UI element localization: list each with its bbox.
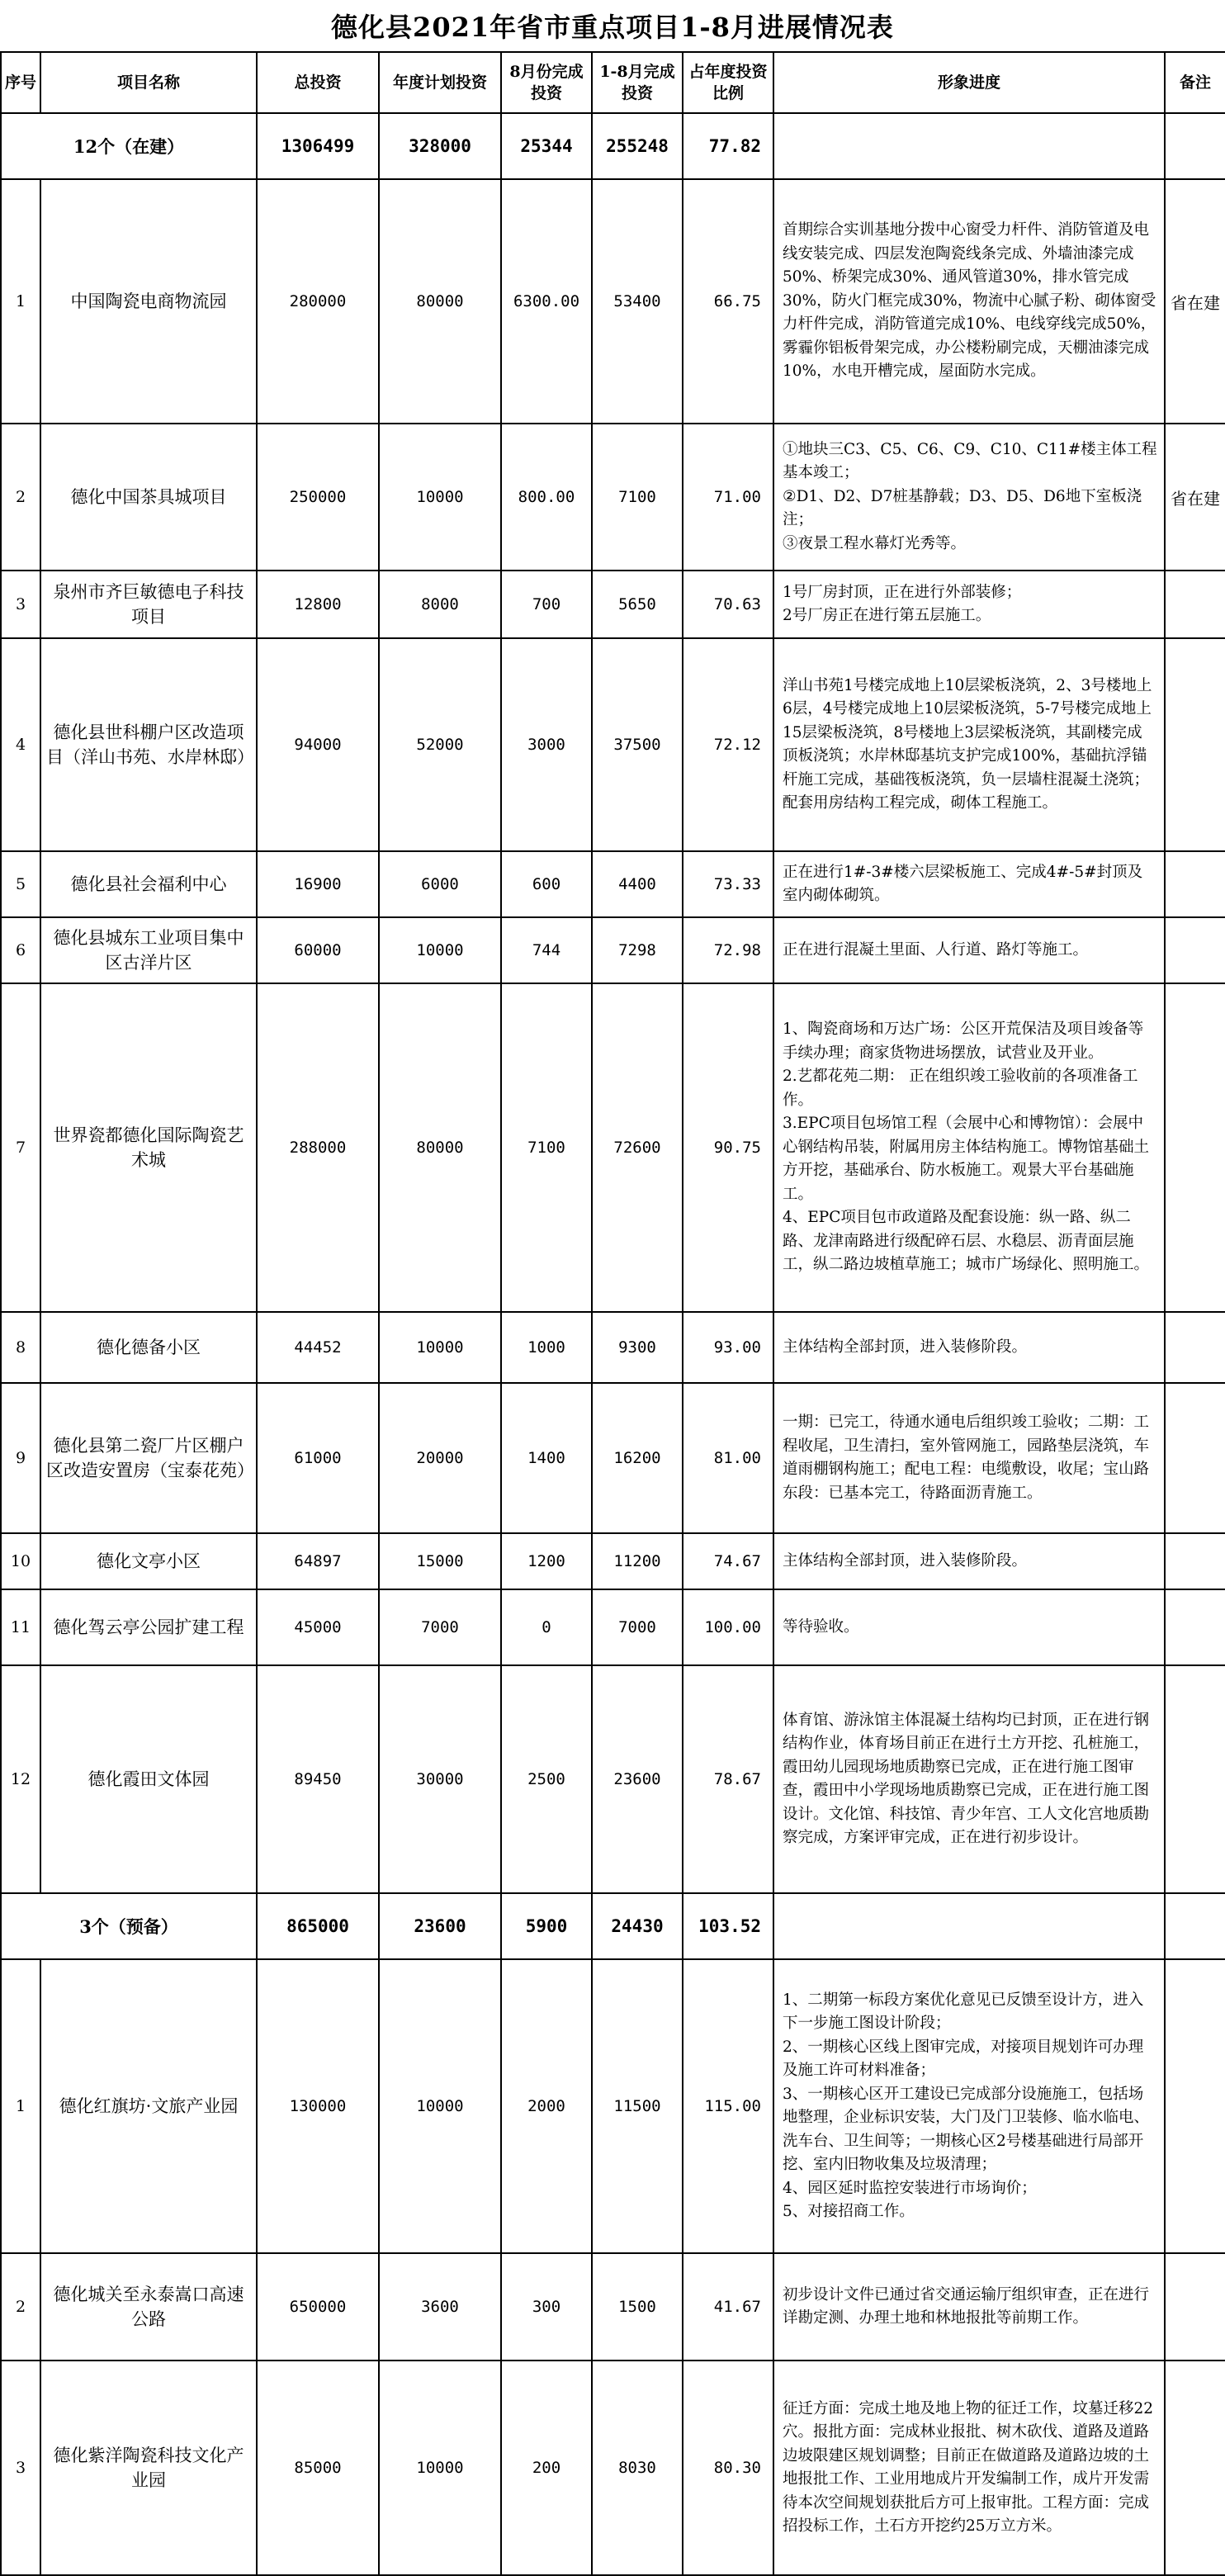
aug-investment: 300 (501, 2253, 592, 2361)
ytd-investment: 7000 (592, 1589, 683, 1665)
aug-investment: 2000 (501, 1959, 592, 2253)
project-name: 中国陶瓷电商物流园 (40, 179, 257, 424)
group-label: 12个（在建） (1, 113, 257, 179)
header-ytd: 1-8月完成投资 (592, 52, 683, 113)
progress-text: 等待验收。 (773, 1589, 1165, 1665)
row-seq: 2 (1, 2253, 40, 2361)
table-body (1, 113, 1225, 2575)
header-seq: 序号 (1, 52, 40, 113)
ytd-investment: 72600 (592, 983, 683, 1312)
ytd-investment: 9300 (592, 1312, 683, 1383)
ytd-investment: 16200 (592, 1383, 683, 1533)
progress-text: 主体结构全部封顶，进入装修阶段。 (773, 1533, 1165, 1589)
aug-investment: 2500 (501, 1665, 592, 1893)
annual-plan: 7000 (379, 1589, 501, 1665)
total-investment: 60000 (257, 917, 379, 983)
empty-cell (1165, 113, 1225, 179)
progress-text: 首期综合实训基地分拨中心窗受力杆件、消防管道及电线安装完成、四层发泡陶瓷线条完成、外墙油漆完成50%、桥架完成30%、通风管道30%，排水管完成30%，防火门框完成30%，物流中心腻子粉、砌体窗受力杆件完成，消防管道完成10%、电线穿线完成50%，雾霾你铝板骨架完成，办公楼粉刷完成，天棚油漆完成10%，水电开槽完成，屋面防水完成。 (773, 179, 1165, 424)
annual-ratio: 78.67 (683, 1665, 773, 1893)
table-row (1, 571, 1225, 638)
total-investment: 89450 (257, 1665, 379, 1893)
total-investment: 85000 (257, 2361, 379, 2575)
progress-text: 一期：已完工，待通水通电后组织竣工验收；二期：工程收尾，卫生清扫，室外管网施工，园路垫层浇筑，车道雨棚钢构施工；配电工程：电缆敷设，收尾；宝山路东段：已基本完工，待路面沥青施工。 (773, 1383, 1165, 1533)
row-seq: 6 (1, 917, 40, 983)
table-row (1, 983, 1225, 1312)
annual-plan: 10000 (379, 917, 501, 983)
total-investment: 61000 (257, 1383, 379, 1533)
remark (1165, 2253, 1225, 2361)
group-aug: 5900 (501, 1893, 592, 1959)
group-summary-row (1, 113, 1225, 179)
annual-ratio: 74.67 (683, 1533, 773, 1589)
header-total: 总投资 (257, 52, 379, 113)
remark (1165, 1589, 1225, 1665)
project-name: 德化文亭小区 (40, 1533, 257, 1589)
annual-plan: 10000 (379, 2361, 501, 2575)
annual-ratio: 71.00 (683, 424, 773, 571)
project-name: 德化紫洋陶瓷科技文化产业园 (40, 2361, 257, 2575)
annual-plan: 20000 (379, 1383, 501, 1533)
ytd-investment: 4400 (592, 851, 683, 917)
annual-ratio: 66.75 (683, 179, 773, 424)
aug-investment: 800.00 (501, 424, 592, 571)
remark (1165, 983, 1225, 1312)
ytd-investment: 7100 (592, 424, 683, 571)
annual-ratio: 81.00 (683, 1383, 773, 1533)
row-seq: 1 (1, 1959, 40, 2253)
annual-ratio: 90.75 (683, 983, 773, 1312)
annual-ratio: 72.12 (683, 638, 773, 851)
project-name: 德化中国茶具城项目 (40, 424, 257, 571)
total-investment: 45000 (257, 1589, 379, 1665)
annual-ratio: 41.67 (683, 2253, 773, 2361)
group-ratio: 77.82 (683, 113, 773, 179)
group-ytd: 24430 (592, 1893, 683, 1959)
aug-investment: 1000 (501, 1312, 592, 1383)
header-aug: 8月份完成投资 (501, 52, 592, 113)
annual-ratio: 72.98 (683, 917, 773, 983)
annual-plan: 10000 (379, 1312, 501, 1383)
annual-plan: 10000 (379, 424, 501, 571)
table-row (1, 1959, 1225, 2253)
remark (1165, 1383, 1225, 1533)
remark: 省在建 (1165, 424, 1225, 571)
project-name: 德化霞田文体园 (40, 1665, 257, 1893)
aug-investment: 1400 (501, 1383, 592, 1533)
aug-investment: 744 (501, 917, 592, 983)
project-name: 德化德备小区 (40, 1312, 257, 1383)
remark (1165, 571, 1225, 638)
project-name: 德化县城东工业项目集中区古洋片区 (40, 917, 257, 983)
empty-cell (773, 113, 1165, 179)
ytd-investment: 23600 (592, 1665, 683, 1893)
progress-text: 1号厂房封顶，正在进行外部装修； 2号厂房正在进行第五层施工。 (773, 571, 1165, 638)
aug-investment: 200 (501, 2361, 592, 2575)
project-name: 泉州市齐巨敏德电子科技项目 (40, 571, 257, 638)
annual-plan: 3600 (379, 2253, 501, 2361)
progress-text: 正在进行混凝土里面、人行道、路灯等施工。 (773, 917, 1165, 983)
annual-ratio: 115.00 (683, 1959, 773, 2253)
header-name: 项目名称 (40, 52, 257, 113)
table-row (1, 638, 1225, 851)
total-investment: 64897 (257, 1533, 379, 1589)
annual-plan: 15000 (379, 1533, 501, 1589)
progress-text: 初步设计文件已通过省交通运输厅组织审查，正在进行详勘定测、办理土地和林地报批等前期工作。 (773, 2253, 1165, 2361)
group-ytd: 255248 (592, 113, 683, 179)
table-row (1, 1665, 1225, 1893)
table-row (1, 917, 1225, 983)
remark (1165, 917, 1225, 983)
total-investment: 250000 (257, 424, 379, 571)
aug-investment: 7100 (501, 983, 592, 1312)
project-name: 德化驾云亭公园扩建工程 (40, 1589, 257, 1665)
progress-text: 1、陶瓷商场和万达广场：公区开荒保洁及项目竣备等手续办理；商家货物进场摆放，试营业及开业。 2.艺都花苑二期： 正在组织竣工验收前的各项准备工作。 3.EPC项目包场馆工程（会展中心和博物馆）：会展中心钢结构吊装，附属用房主体结构施工。博物馆基础土方开挖，基础承台、防水板施工。观景大平台基础施工。 4、EPC项目包市政道路及配套设施：纵一路、纵二路、龙津南路进行级配碎石层、水稳层、沥青面层施工，纵二路边坡植草施工；城市广场绿化、照明施工。 (773, 983, 1165, 1312)
table-row (1, 1383, 1225, 1533)
aug-investment: 0 (501, 1589, 592, 1665)
aug-investment: 600 (501, 851, 592, 917)
group-total: 865000 (257, 1893, 379, 1959)
annual-ratio: 80.30 (683, 2361, 773, 2575)
remark (1165, 851, 1225, 917)
table-row (1, 1533, 1225, 1589)
row-seq: 9 (1, 1383, 40, 1533)
total-investment: 288000 (257, 983, 379, 1312)
annual-plan: 6000 (379, 851, 501, 917)
remark (1165, 1533, 1225, 1589)
remark (1165, 1959, 1225, 2253)
row-seq: 12 (1, 1665, 40, 1893)
ytd-investment: 1500 (592, 2253, 683, 2361)
row-seq: 10 (1, 1533, 40, 1589)
group-annual: 23600 (379, 1893, 501, 1959)
header-progress: 形象进度 (773, 52, 1165, 113)
progress-text: 主体结构全部封顶，进入装修阶段。 (773, 1312, 1165, 1383)
total-investment: 12800 (257, 571, 379, 638)
ytd-investment: 7298 (592, 917, 683, 983)
aug-investment: 700 (501, 571, 592, 638)
progress-text: 1、二期第一标段方案优化意见已反馈至设计方，进入下一步施工图设计阶段； 2、一期核心区线上图审完成，对接项目规划许可办理及施工许可材料准备； 3、一期核心区开工建设已完成部分设施施工，包括场地整理，企业标识安装，大门及门卫装修、临水临电、洗车台、卫生间等；一期核心区2号楼基础进行局部开挖、室内旧物收集及垃圾清理； 4、园区延时监控安装进行市场询价； 5、对接招商工作。 (773, 1959, 1165, 2253)
annual-ratio: 100.00 (683, 1589, 773, 1665)
project-name: 世界瓷都德化国际陶瓷艺术城 (40, 983, 257, 1312)
total-investment: 44452 (257, 1312, 379, 1383)
row-seq: 11 (1, 1589, 40, 1665)
progress-text: 洋山书苑1号楼完成地上10层梁板浇筑，2、3号楼地上6层，4号楼完成地上10层梁板浇筑，5-7号楼完成地上15层梁板浇筑，8号楼地上3层梁板浇筑，其副楼完成顶板浇筑；水岸林邸基坑支护完成100%，基础抗浮锚杆施工完成，基础筏板浇筑，负一层墙柱混凝土浇筑；配套用房结构工程完成，砌体工程施工。 (773, 638, 1165, 851)
row-seq: 4 (1, 638, 40, 851)
progress-text: 体育馆、游泳馆主体混凝土结构均已封顶，正在进行钢结构作业，体育场目前正在进行土方开挖、孔桩施工，霞田幼儿园现场地质勘察已完成，正在进行施工图审查，霞田中小学现场地质勘察已完成，正在进行施工图设计。文化馆、科技馆、青少年宫、工人文化宫地质勘察完成，方案评审完成，正在进行初步设计。 (773, 1665, 1165, 1893)
row-seq: 2 (1, 424, 40, 571)
annual-ratio: 70.63 (683, 571, 773, 638)
annual-plan: 8000 (379, 571, 501, 638)
ytd-investment: 8030 (592, 2361, 683, 2575)
header-row (1, 52, 1225, 113)
project-name: 德化红旗坊·文旅产业园 (40, 1959, 257, 2253)
table-row (1, 2361, 1225, 2575)
total-investment: 130000 (257, 1959, 379, 2253)
table-row (1, 424, 1225, 571)
page-title: 德化县2021年省市重点项目1-8月进展情况表 (331, 12, 894, 43)
row-seq: 3 (1, 571, 40, 638)
ytd-investment: 5650 (592, 571, 683, 638)
group-summary-row (1, 1893, 1225, 1959)
total-investment: 650000 (257, 2253, 379, 2361)
progress-text: ①地块三C3、C5、C6、C9、C10、C11#楼主体工程基本竣工； ②D1、D2、D7桩基静载；D3、D5、D6地下室板浇注； ③夜景工程水幕灯光秀等。 (773, 424, 1165, 571)
table-row (1, 851, 1225, 917)
table-row (1, 2253, 1225, 2361)
annual-plan: 80000 (379, 179, 501, 424)
group-annual: 328000 (379, 113, 501, 179)
aug-investment: 3000 (501, 638, 592, 851)
progress-table (0, 51, 1225, 2576)
ytd-investment: 11200 (592, 1533, 683, 1589)
empty-cell (1165, 1893, 1225, 1959)
annual-plan: 30000 (379, 1665, 501, 1893)
table-row (1, 1589, 1225, 1665)
annual-ratio: 73.33 (683, 851, 773, 917)
annual-plan: 52000 (379, 638, 501, 851)
table-row (1, 1312, 1225, 1383)
annual-plan: 10000 (379, 1959, 501, 2253)
annual-plan: 80000 (379, 983, 501, 1312)
header-ratio: 占年度投资比例 (683, 52, 773, 113)
progress-text: 征迁方面：完成土地及地上物的征迁工作，坟墓迁移22穴。报批方面：完成林业报批、树木砍伐、道路及道路边坡限建区规划调整；目前正在做道路及道路边坡的土地报批工作、工业用地成片开发编制工作，成片开发需待本次空间规划获批后方可上报审批。工程方面：完成招投标工作，土石方开挖约25万立方米。 (773, 2361, 1165, 2575)
aug-investment: 1200 (501, 1533, 592, 1589)
group-total: 1306499 (257, 113, 379, 179)
remark: 省在建 (1165, 179, 1225, 424)
project-name: 德化城关至永泰嵩口高速公路 (40, 2253, 257, 2361)
ytd-investment: 37500 (592, 638, 683, 851)
total-investment: 94000 (257, 638, 379, 851)
progress-text: 正在进行1#-3#楼六层梁板施工、完成4#-5#封顶及室内砌体砌筑。 (773, 851, 1165, 917)
group-ratio: 103.52 (683, 1893, 773, 1959)
group-aug: 25344 (501, 113, 592, 179)
project-name: 德化县社会福利中心 (40, 851, 257, 917)
total-investment: 16900 (257, 851, 379, 917)
row-seq: 8 (1, 1312, 40, 1383)
group-label: 3个（预备） (1, 1893, 257, 1959)
ytd-investment: 11500 (592, 1959, 683, 2253)
row-seq: 3 (1, 2361, 40, 2575)
row-seq: 7 (1, 983, 40, 1312)
header-annual: 年度计划投资 (379, 52, 501, 113)
remark (1165, 2361, 1225, 2575)
empty-cell (773, 1893, 1165, 1959)
aug-investment: 6300.00 (501, 179, 592, 424)
project-name: 德化县世科棚户区改造项目（洋山书苑、水岸林邸） (40, 638, 257, 851)
row-seq: 5 (1, 851, 40, 917)
ytd-investment: 53400 (592, 179, 683, 424)
total-investment: 280000 (257, 179, 379, 424)
remark (1165, 1665, 1225, 1893)
annual-ratio: 93.00 (683, 1312, 773, 1383)
remark (1165, 638, 1225, 851)
remark (1165, 1312, 1225, 1383)
table-row (1, 179, 1225, 424)
row-seq: 1 (1, 179, 40, 424)
header-note: 备注 (1165, 52, 1225, 113)
project-name: 德化县第二瓷厂片区棚户区改造安置房（宝泰花苑） (40, 1383, 257, 1533)
